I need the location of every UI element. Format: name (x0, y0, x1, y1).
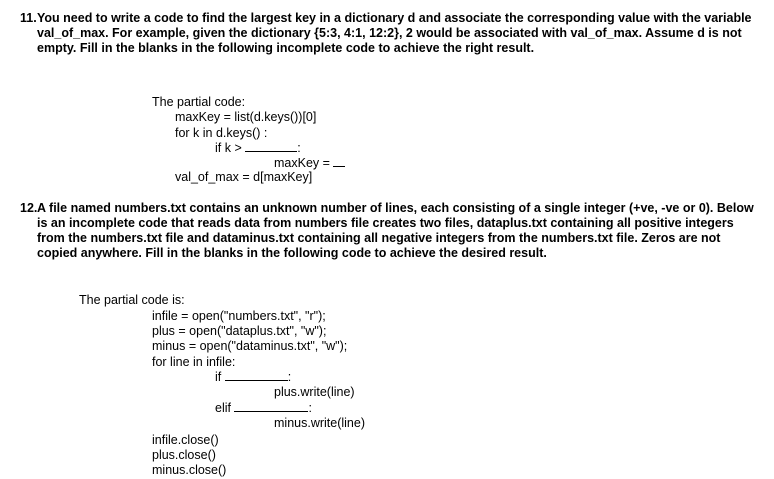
code-line: minus.close() (152, 463, 227, 477)
code-keyword: if (215, 370, 222, 384)
code-line: plus = open("dataplus.txt", "w"); (152, 324, 327, 338)
code-line: infile = open("numbers.txt", "r"); (152, 309, 326, 323)
code-line (215, 369, 291, 385)
code-colon: : (308, 401, 312, 415)
answer-blank (234, 400, 308, 412)
code-line: plus.write(line) (274, 385, 355, 399)
code-keyword: elif (215, 401, 231, 415)
code-line: minus = open("dataminus.txt", "w"); (152, 339, 348, 353)
answer-blank (225, 369, 288, 381)
code-line: plus.close() (152, 448, 216, 462)
code-line (215, 400, 312, 416)
code-colon: : (287, 370, 292, 384)
code-line (274, 155, 345, 171)
code-line: for line in infile: (152, 355, 236, 369)
question-number: 12. (20, 201, 38, 215)
answer-blank (245, 140, 297, 152)
code-assign: maxKey = (274, 156, 330, 170)
code-line: for k in d.keys() : (175, 126, 268, 140)
code-line (215, 140, 301, 156)
code-keyword: if k > (215, 141, 242, 155)
code-colon: : (297, 141, 301, 155)
code-intro: The partial code is: (79, 293, 185, 307)
question-text: A file named numbers.txt contains an unknown number of lines, each consisting of a single integer (+ve, -ve or 0). Below is an incomplete code that reads data from numbers file creates two files, dataplus.txt containing all positive integers from the numbers.txt file and dataminus.txt containing all negative integers from the numbers.txt file. Zeros are not copied anywhere. Fill in the blanks in the following code to achieve the desired result. (37, 201, 754, 260)
code-line: minus.write(line) (274, 416, 365, 430)
code-intro: The partial code: (152, 95, 246, 109)
question-number: 11. (20, 11, 37, 25)
question-12 (20, 201, 760, 261)
code-line: val_of_max = d[maxKey] (175, 170, 313, 184)
question-11 (20, 11, 760, 56)
code-line: maxKey = list(d.keys())[0] (175, 110, 317, 124)
code-line: infile.close() (152, 433, 219, 447)
question-text: You need to write a code to find the largest key in a dictionary d and associate the corresponding value with the variable val_of_max. For example, given the dictionary {5:3, 4:1, 12:2}, 2 would be associated with val_of_max. Assume d is not empty. Fill in the blanks in the following incomplete code to achieve the right result. (37, 11, 752, 55)
answer-blank (333, 155, 345, 167)
